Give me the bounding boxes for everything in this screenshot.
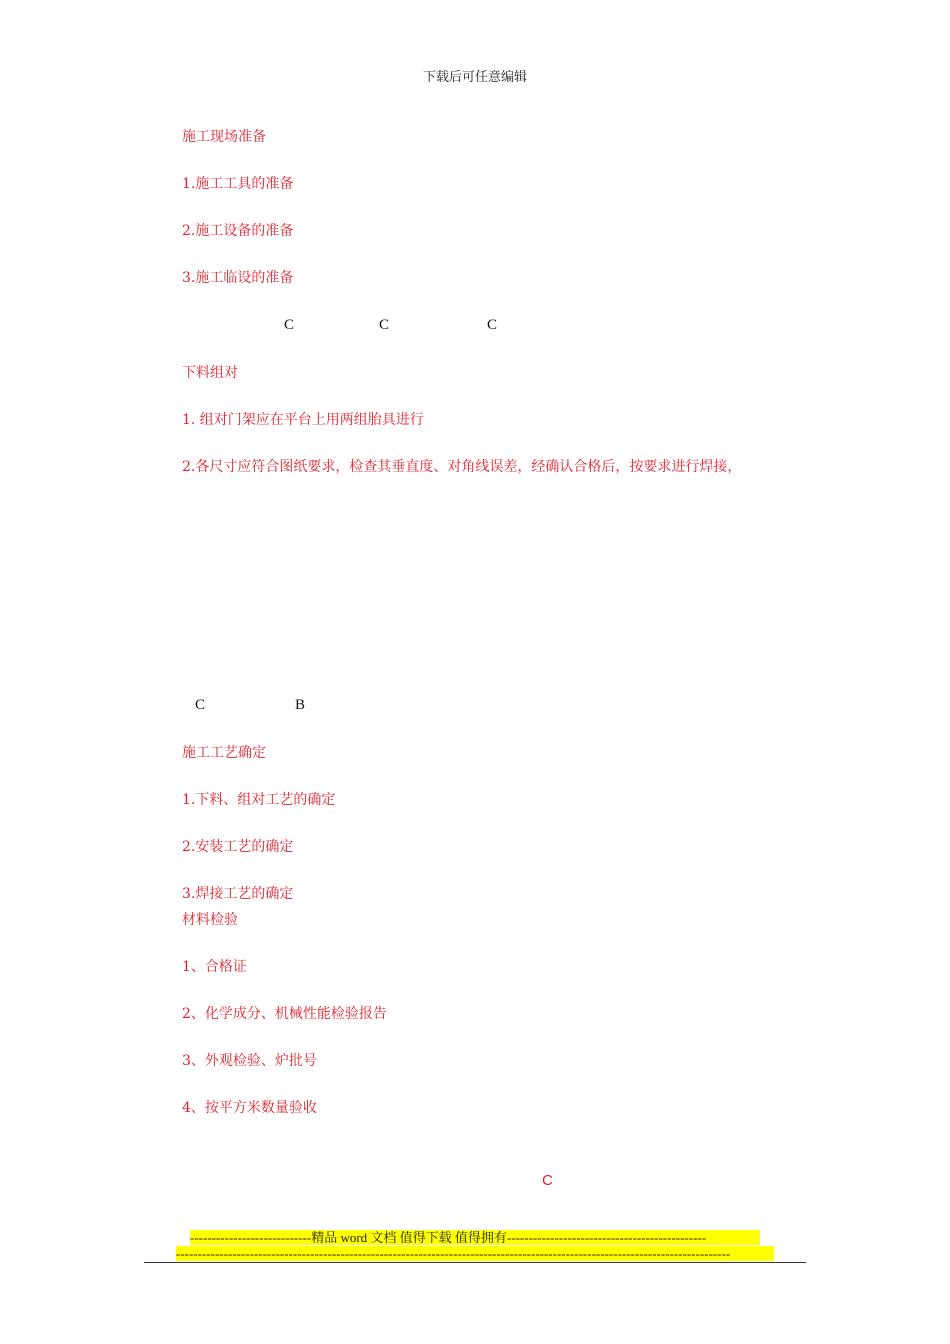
flow-label: C — [379, 317, 390, 333]
flow-label: B — [295, 697, 306, 713]
list-item: 2、化学成分、机械性能检验报告 — [182, 1006, 387, 1022]
list-item: 2.安装工艺的确定 — [182, 839, 294, 855]
list-item: 1. 组对门架应在平台上用两组胎具进行 — [182, 412, 424, 428]
list-item: 3.焊接工艺的确定 — [182, 886, 294, 902]
footer-flow-label: C — [542, 1172, 553, 1189]
list-item: 1.施工工具的准备 — [182, 176, 294, 192]
list-item: 3.施工临设的准备 — [182, 270, 294, 286]
section-title-process: 施工工艺确定 — [182, 745, 266, 761]
section-title-site-prep: 施工现场准备 — [182, 129, 266, 145]
flow-label: C — [284, 317, 295, 333]
list-item: 2.施工设备的准备 — [182, 223, 294, 239]
flow-label: C — [487, 317, 498, 333]
promo-banner-line-2: -------------------------------------------------------------------------------------------------------------------------------- — [176, 1246, 774, 1261]
list-item: 4、按平方米数量验收 — [182, 1100, 317, 1116]
list-item: 1.下料、组对工艺的确定 — [182, 792, 336, 808]
list-item: 3、外观检验、炉批号 — [182, 1053, 317, 1069]
list-item: 1、合格证 — [182, 959, 247, 975]
promo-banner-line-1: ----------------------------精品 word 文档 值得下载 值得拥有---------------------------------------------- — [190, 1230, 760, 1245]
flow-label: C — [195, 697, 206, 713]
list-item: 2.各尺寸应符合图纸要求，检查其垂直度、对角线误差，经确认合格后，按要求进行焊接， — [182, 459, 742, 475]
page-header: 下载后可任意编辑 — [422, 70, 527, 85]
footer-divider — [144, 1262, 806, 1263]
section-title-cutting-assembly: 下料组对 — [182, 365, 238, 381]
section-title-material-inspection: 材料检验 — [182, 912, 238, 928]
